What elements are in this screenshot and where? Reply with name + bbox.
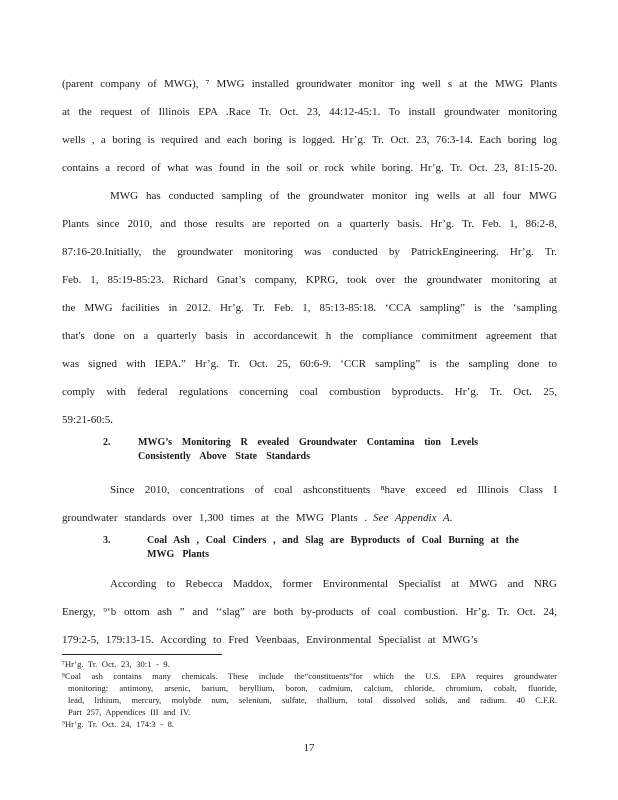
body-line: 87:16-20.Initially, the groundwater monitoring was conducted by PatrickEngineering. Hr’g. Tr. [62,246,557,258]
paragraph-3 [62,476,557,532]
heading-number: 3. [103,535,111,546]
footnote-separator [62,654,222,655]
body-line: According to Rebecca Maddox, former Environmental Specialist at MWG and NRG [110,578,557,590]
body-line: (parent company of MWG), ⁷ MWG installed groundwater monitor ing well s at the MWG Plants [62,78,557,90]
paragraph-1 [62,70,557,182]
body-line: was signed with IEPA.” Hr’g. Tr. Oct. 25, 60:6-9. ‘CCR sampling” is the sampling done to [62,358,557,370]
body-line: Since 2010, concentrations of coal ashconstituents ⁸have exceed ed Illinois Class I [110,484,557,496]
body-line: the MWG facilities in 2012. Hr’g. Tr. Feb. 1, 85:13-85:18. ‘CCA sampling” is the ‘sampling [62,302,557,314]
section-heading-2 [62,436,557,464]
heading-number: 2. [103,437,111,448]
body-line [62,504,557,532]
heading-line: MWG’s Monitoring R evealed Groundwater Contamina tion Levels [138,437,478,448]
body-line: MWG has conducted sampling of the groundwater monitor ing wells at all four MWG [110,190,557,202]
paragraph-2 [62,182,557,434]
body-line: Plants since 2010, and those results are reported on a quarterly basis. Hr’g. Tr. Feb. 1, 86:2-8, [62,218,557,230]
heading-line: Consistently Above State Standards [138,451,310,462]
heading-line: MWG Plants [147,549,209,560]
body-line: contains a record of what was found in the soil or rock while boring. Hr’g. Tr. Oct. 23, 81:15-20. [62,162,557,174]
citation-italic: See Appendix A. [373,512,453,524]
paragraph-4 [62,570,557,654]
footnote-7: ⁷Hr’g. Tr. Oct. 23, 30:1 - 9. [62,659,170,669]
footnote-8-line: lead, lithium, mercury, molybde num, selenium, sulfate, thallium, total dissolved solids, and radium. 40 C.F.R. [68,695,557,705]
body-text: groundwater standards over 1,300 times at the MWG Plants . [62,512,368,524]
document-body [62,70,557,730]
footnote-8-line: ⁸Coal ash contains many chemicals. These include the“constituents”for which the U.S. EPA requires groundwater [62,671,557,681]
page-number: 17 [303,742,315,754]
footnote-9: ⁹Hr’g. Tr. Oct. 24, 174:3 - 8. [62,719,175,729]
heading-line: Coal Ash , Coal Cinders , and Slag are Byproducts of Coal Burning at the [147,535,519,546]
body-line: 59:21-60:5. [62,414,114,426]
footnote-8-line: monitoring: antimony, arsenic, barium, beryllium, boron, cadmium, calcium, chloride, chromium, cobalt, fluoride, [68,683,557,693]
body-line: comply with federal regulations concerning coal combustion byproducts. Hr’g. Tr. Oct. 25, [62,386,557,398]
body-line: 179:2-5, 179:13-15. According to Fred Veenbaas, Environmental Specialist at MWG’s [62,634,478,646]
footnote-8-line: Part 257, Appendices III and IV. [68,707,191,717]
section-heading-3 [62,534,557,562]
body-line: Feb. 1, 85:19-85:23. Richard Gnat’s company, KPRG, took over the groundwater monitoring at [62,274,557,286]
footnotes [62,658,557,730]
body-line: Energy, ⁹‘b ottom ash ” and ‘‘slag” are both by-products of coal combustion. Hr’g. Tr. Oct. 24, [62,606,557,618]
body-line: that's done on a quarterly basis in accordancewit h the compliance commitment agreement that [62,330,557,342]
body-line: wells , a boring is required and each boring is logged. Hr’g. Tr. Oct. 23, 76:3-14. Each boring log [62,134,557,146]
body-line: at the request of Illinois EPA .Race Tr. Oct. 23, 44:12-45:1. To install groundwater monitoring [62,106,557,118]
